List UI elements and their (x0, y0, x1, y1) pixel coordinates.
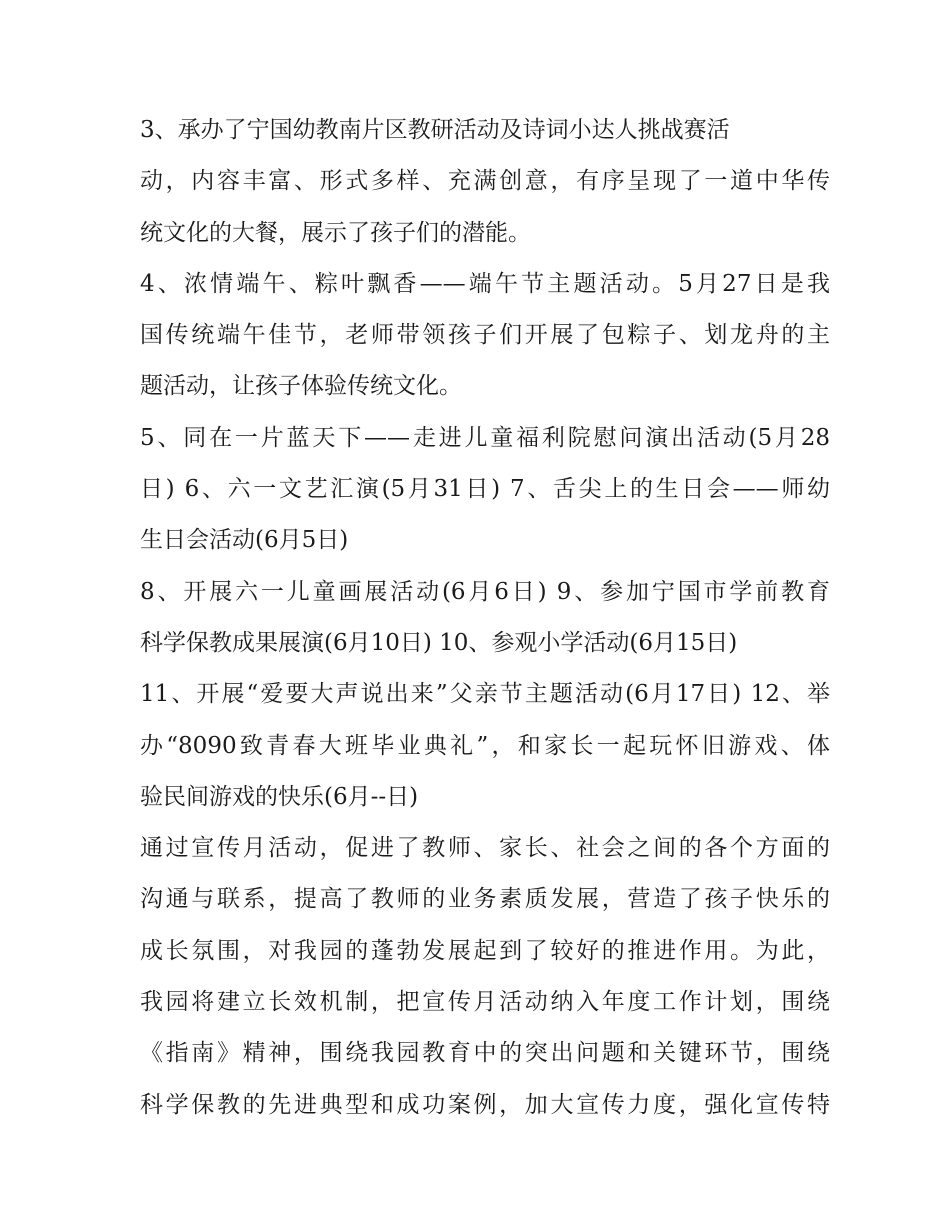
text-line: 成长氛围，对我园的蓬勃发展起到了较好的推进作用。为此， (140, 937, 830, 964)
text-line: 5、同在一片蓝天下——走进儿童福利院慰问演出活动(5月28 (140, 424, 830, 451)
text-line: 11、开展“爱要大声说出来”父亲节主题活动(6月17日) 12、举 (140, 681, 830, 708)
text-line: 题活动，让孩子体验传统文化。 (140, 373, 462, 400)
text-line: 办“8090致青春大班毕业典礼”，和家长一起玩怀旧游戏、体 (140, 732, 830, 759)
text-line: 国传统端午佳节，老师带领孩子们开展了包粽子、划龙舟的主 (140, 322, 830, 349)
text-line: 我园将建立长效机制，把宣传月活动纳入年度工作计划，围绕 (140, 989, 830, 1016)
text-line: 日) 6、六一文艺汇演(5月31日) 7、舌尖上的生日会——师幼 (140, 476, 830, 503)
text-line: 3、承办了宁国幼教南片区教研活动及诗词小达人挑战赛活 (140, 117, 730, 143)
text-line: 科学保教的先进典型和成功案例，加大宣传力度，强化宣传特 (140, 1091, 830, 1118)
text-line: 动，内容丰富、形式多样、充满创意，有序呈现了一道中华传 (140, 168, 830, 195)
text-line: 4、浓情端午、粽叶飘香——端午节主题活动。5月27日是我 (140, 270, 830, 297)
document-body (140, 105, 830, 1131)
text-line: 验民间游戏的快乐(6月--日) (140, 783, 419, 810)
text-line: 沟通与联系，提高了教师的业务素质发展，营造了孩子快乐的 (140, 886, 830, 913)
text-line: 生日会活动(6月5日) (140, 527, 349, 554)
text-line: 《指南》精神，围绕我园教育中的突出问题和关键环节，围绕 (140, 1040, 830, 1067)
text-line: 科学保教成果展演(6月10日) 10、参观小学活动(6月15日) (140, 629, 738, 656)
text-line: 统文化的大餐，展示了孩子们的潜能。 (140, 219, 531, 246)
text-line: 8、开展六一儿童画展活动(6月6日) 9、参加宁国市学前教育 (140, 578, 830, 605)
text-line: 通过宣传月活动，促进了教师、家长、社会之间的各个方面的 (140, 835, 830, 862)
